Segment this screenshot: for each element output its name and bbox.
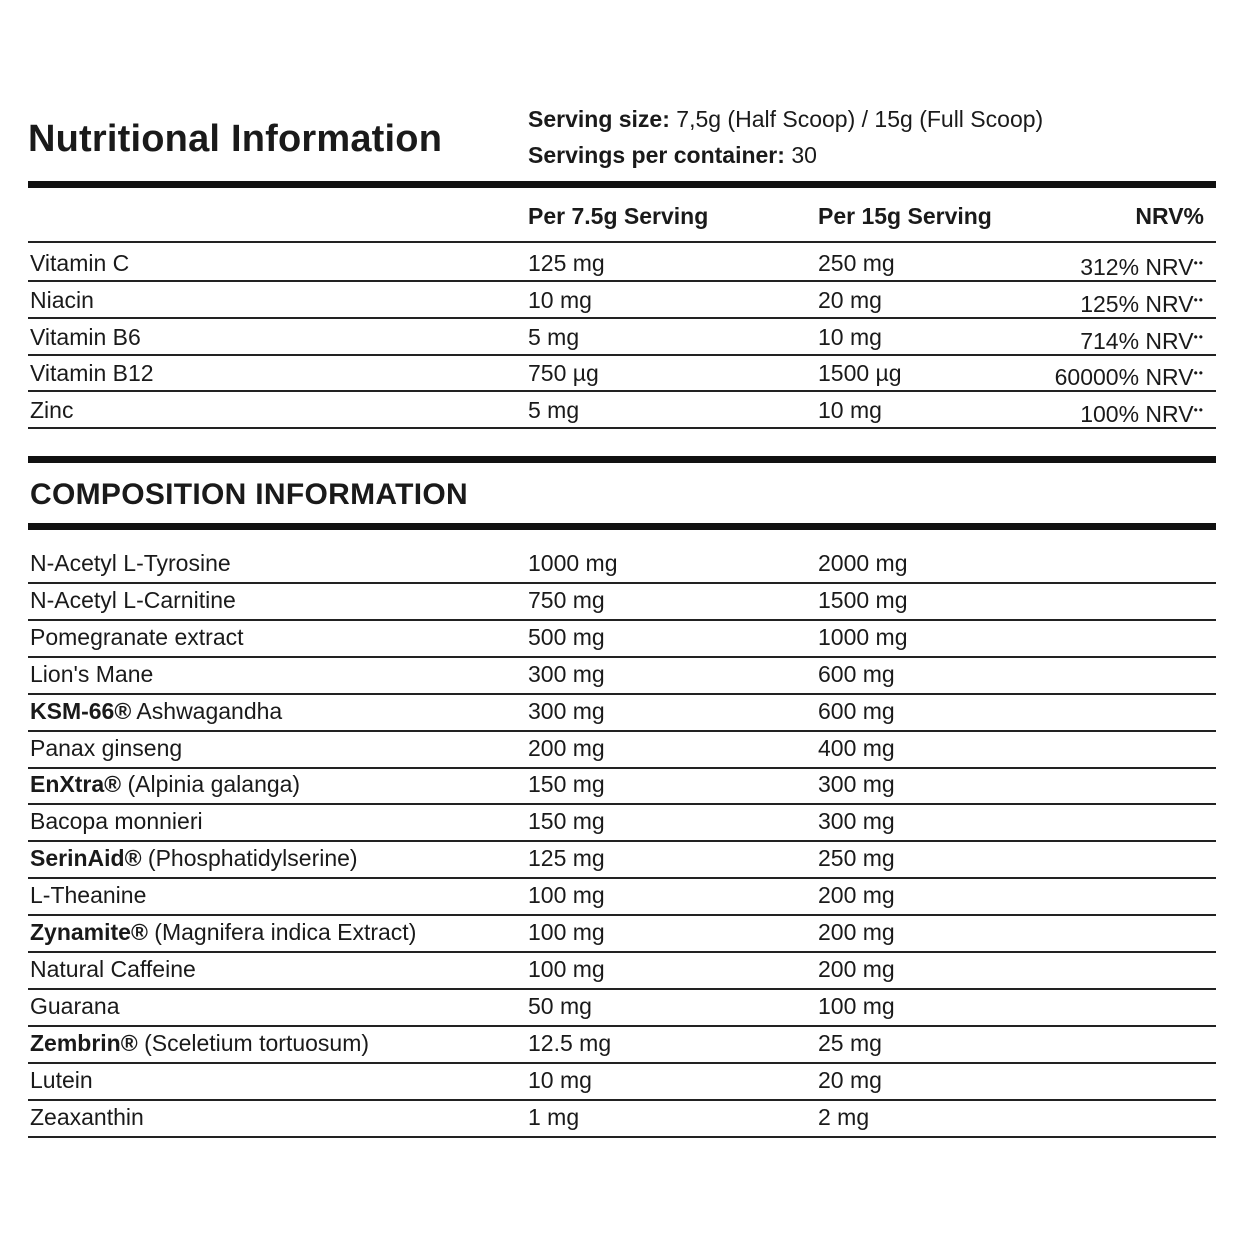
- serving-size: [528, 106, 1043, 133]
- ingredient-name: [30, 1029, 369, 1057]
- nutrient-nrv: [1080, 286, 1204, 318]
- nrv-value: 714% NRV: [1080, 328, 1194, 354]
- nrv-footnote-marker: ••: [1193, 256, 1204, 270]
- ingredient-name: [30, 1103, 144, 1131]
- ingredient-amount-full: 300 mg: [818, 808, 895, 834]
- ingredient-amount-half: 300 mg: [528, 661, 605, 687]
- ingredient-amount-half: 100 mg: [528, 882, 605, 908]
- ingredient-amount-full: 600 mg: [818, 698, 895, 724]
- ingredient-amount-half: 300 mg: [528, 698, 605, 724]
- nutrient-nrv: [1055, 359, 1204, 391]
- row-divider: [28, 1099, 1216, 1101]
- nutrient-amount-full: 10 mg: [818, 397, 882, 423]
- nutrient-amount-half: 125 mg: [528, 250, 605, 276]
- nrv-value: 60000% NRV: [1054, 364, 1194, 390]
- top-divider: [28, 181, 1216, 188]
- ingredient-amount-full: 600 mg: [818, 661, 895, 687]
- ingredient-amount-full: 1500 mg: [818, 587, 908, 613]
- ingredient-amount-half: 125 mg: [528, 845, 605, 871]
- nutrition-header-rule: [28, 241, 1216, 243]
- composition-header-divider: [28, 523, 1216, 530]
- row-divider: [28, 582, 1216, 584]
- ingredient-name: [30, 623, 244, 651]
- nrv-value: 125% NRV: [1080, 291, 1194, 317]
- nutrient-name: Zinc: [30, 397, 74, 423]
- ingredient-label: Ashwagandha: [131, 698, 283, 724]
- nrv-footnote-marker: ••: [1193, 366, 1204, 380]
- ingredient-amount-full: 400 mg: [818, 735, 895, 761]
- row-divider: [28, 730, 1216, 732]
- composition-top-divider: [28, 456, 1216, 463]
- ingredient-brand: SerinAid®: [30, 845, 142, 871]
- row-divider: [28, 354, 1216, 356]
- header-per-15g: Per 15g Serving: [818, 203, 992, 229]
- ingredient-label: Zeaxanthin: [30, 1104, 144, 1130]
- serving-size-label: Serving size:: [528, 106, 670, 132]
- ingredient-amount-half: 100 mg: [528, 956, 605, 982]
- row-divider: [28, 877, 1216, 879]
- ingredient-brand: Zynamite®: [30, 919, 148, 945]
- ingredient-amount-half: 150 mg: [528, 771, 605, 797]
- row-divider: [28, 988, 1216, 990]
- row-divider: [28, 840, 1216, 842]
- row-divider: [28, 1062, 1216, 1064]
- ingredient-label: (Alpinia galanga): [121, 771, 301, 797]
- ingredient-amount-half: 100 mg: [528, 919, 605, 945]
- ingredient-label: Bacopa monnieri: [30, 808, 203, 834]
- nutrient-amount-half: 5 mg: [528, 397, 580, 423]
- servings-per-container-value: 30: [791, 142, 817, 168]
- ingredient-amount-half: 750 mg: [528, 587, 605, 613]
- nrv-value: 100% NRV: [1080, 401, 1194, 427]
- ingredient-amount-half: 150 mg: [528, 808, 605, 834]
- row-divider: [28, 1136, 1216, 1138]
- ingredient-amount-full: 300 mg: [818, 771, 895, 797]
- page-title: Nutritional Information: [28, 118, 443, 160]
- ingredient-name: [30, 549, 231, 577]
- ingredient-name: [30, 844, 358, 872]
- ingredient-amount-full: 25 mg: [818, 1030, 882, 1056]
- nutrient-nrv: [1080, 396, 1204, 428]
- row-divider: [28, 914, 1216, 916]
- row-divider: [28, 280, 1216, 282]
- ingredient-name: [30, 1066, 93, 1094]
- nutrient-amount-full: 20 mg: [818, 287, 882, 313]
- ingredient-amount-full: 100 mg: [818, 993, 895, 1019]
- ingredient-label: Pomegranate extract: [30, 624, 244, 650]
- ingredient-amount-half: 12.5 mg: [528, 1030, 612, 1056]
- ingredient-amount-full: 250 mg: [818, 845, 895, 871]
- ingredient-name: [30, 734, 182, 762]
- ingredient-amount-half: 200 mg: [528, 735, 605, 761]
- nrv-value: 312% NRV: [1080, 254, 1194, 280]
- row-divider: [28, 951, 1216, 953]
- ingredient-label: (Sceletium tortuosum): [137, 1030, 370, 1056]
- ingredient-label: N-Acetyl L-Tyrosine: [30, 550, 231, 576]
- nutrient-amount-half: 750 µg: [528, 360, 599, 386]
- ingredient-amount-half: 50 mg: [528, 993, 592, 1019]
- row-divider: [28, 390, 1216, 392]
- nutrient-amount-half: 10 mg: [528, 287, 592, 313]
- ingredient-amount-full: 200 mg: [818, 956, 895, 982]
- nutrient-name: Niacin: [30, 287, 94, 313]
- nutrient-amount-full: 250 mg: [818, 250, 895, 276]
- ingredient-label: L-Theanine: [30, 882, 147, 908]
- ingredient-name: [30, 992, 120, 1020]
- header-nrv: NRV%: [1135, 203, 1204, 229]
- ingredient-label: (Magnifera indica Extract): [147, 919, 417, 945]
- nutrient-amount-full: 10 mg: [818, 324, 882, 350]
- row-divider: [28, 317, 1216, 319]
- nrv-footnote-marker: ••: [1193, 293, 1204, 307]
- row-divider: [28, 656, 1216, 658]
- ingredient-brand: Zembrin®: [30, 1030, 138, 1056]
- row-divider: [28, 1025, 1216, 1027]
- ingredient-label: Natural Caffeine: [30, 956, 196, 982]
- row-divider: [28, 619, 1216, 621]
- row-divider: [28, 767, 1216, 769]
- ingredient-name: [30, 697, 282, 725]
- servings-per-container: [528, 142, 817, 169]
- ingredient-name: [30, 881, 146, 909]
- ingredient-amount-full: 1000 mg: [818, 624, 908, 650]
- ingredient-amount-full: 2000 mg: [818, 550, 908, 576]
- nutrient-name: Vitamin B6: [30, 324, 141, 350]
- nutrient-nrv: [1080, 249, 1204, 281]
- ingredient-label: Lutein: [30, 1067, 93, 1093]
- ingredient-amount-half: 10 mg: [528, 1067, 592, 1093]
- ingredient-name: [30, 918, 416, 946]
- ingredient-label: (Phosphatidylserine): [141, 845, 358, 871]
- ingredient-label: Lion's Mane: [30, 661, 154, 687]
- ingredient-amount-half: 500 mg: [528, 624, 605, 650]
- row-divider: [28, 427, 1216, 429]
- ingredient-label: Guarana: [30, 993, 120, 1019]
- ingredient-amount-full: 20 mg: [818, 1067, 882, 1093]
- ingredient-name: [30, 660, 153, 688]
- ingredient-brand: EnXtra®: [30, 771, 122, 797]
- ingredient-amount-half: 1000 mg: [528, 550, 618, 576]
- ingredient-name: [30, 770, 300, 798]
- ingredient-name: [30, 955, 196, 983]
- nutrient-nrv: [1080, 323, 1204, 355]
- ingredient-label: N-Acetyl L-Carnitine: [30, 587, 236, 613]
- servings-per-container-label: Servings per container:: [528, 142, 785, 168]
- nrv-footnote-marker: ••: [1193, 330, 1204, 344]
- nrv-footnote-marker: ••: [1193, 403, 1204, 417]
- ingredient-amount-half: 1 mg: [528, 1104, 580, 1130]
- ingredient-brand: KSM-66®: [30, 698, 132, 724]
- ingredient-name: [30, 807, 203, 835]
- ingredient-amount-full: 200 mg: [818, 882, 895, 908]
- nutrient-amount-half: 5 mg: [528, 324, 580, 350]
- ingredient-label: Panax ginseng: [30, 735, 183, 761]
- nutrient-amount-full: 1500 µg: [818, 360, 902, 386]
- row-divider: [28, 803, 1216, 805]
- ingredient-amount-full: 200 mg: [818, 919, 895, 945]
- nutrient-name: Vitamin C: [30, 250, 130, 276]
- row-divider: [28, 693, 1216, 695]
- ingredient-name: [30, 586, 236, 614]
- header-per-7-5g: Per 7.5g Serving: [528, 203, 709, 229]
- nutrient-name: Vitamin B12: [30, 360, 154, 386]
- ingredient-amount-full: 2 mg: [818, 1104, 870, 1130]
- serving-size-value: 7,5g (Half Scoop) / 15g (Full Scoop): [676, 106, 1044, 132]
- composition-title: COMPOSITION INFORMATION: [30, 478, 468, 511]
